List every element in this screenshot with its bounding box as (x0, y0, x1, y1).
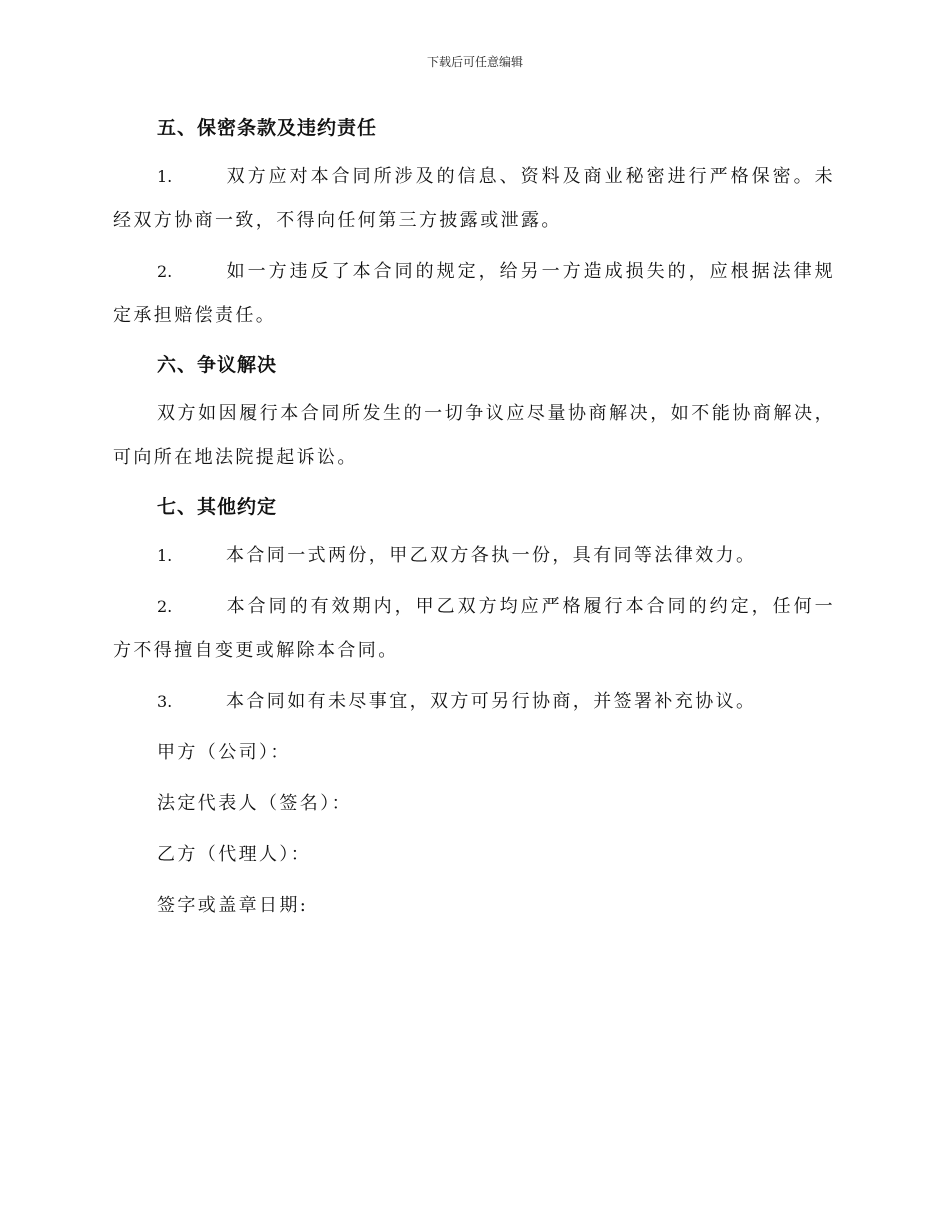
dispute-paragraph: 双方如因履行本合同所发生的一切争议应尽量协商解决，如不能协商解决，可向所在地法院提起诉讼。 (113, 403, 835, 468)
page-header: 下载后可任意编辑 (426, 55, 523, 69)
clause-item (113, 680, 835, 724)
clause-number: 2. (157, 597, 173, 616)
document-body (113, 108, 835, 935)
clause-number: 1. (157, 546, 173, 565)
section-heading-dispute: 六、争议解决 (157, 354, 278, 376)
clause-number: 2. (157, 262, 173, 281)
clause-text: 如一方违反了本合同的规定，给另一方造成损失的，应根据法律规定承担赔偿责任。 (113, 261, 835, 326)
section-heading-other: 七、其他约定 (157, 496, 278, 518)
signature-date: 签字或盖章日期: (157, 895, 309, 916)
signature-party-b: 乙方（代理人）： (157, 844, 312, 865)
clause-item (113, 250, 835, 338)
clause-item (113, 534, 835, 578)
clause-text: 本合同一式两份，甲乙双方各执一份，具有同等法律效力。 (226, 545, 757, 566)
clause-item (113, 585, 835, 673)
signature-party-a: 甲方（公司）： (157, 742, 291, 763)
clause-text: 双方应对本合同所涉及的信息、资料及商业秘密进行严格保密。未经双方协商一致，不得向任何第三方披露或泄露。 (113, 166, 835, 231)
section-heading-confidentiality: 五、保密条款及违约责任 (157, 117, 378, 139)
clause-item (113, 155, 835, 243)
clause-number: 1. (157, 167, 173, 186)
clause-text: 本合同如有未尽事宜，双方可另行协商，并签署补充协议。 (226, 691, 757, 712)
clause-text: 本合同的有效期内，甲乙双方均应严格履行本合同的约定，任何一方不得擅自变更或解除本合同。 (113, 596, 835, 661)
clause-number: 3. (157, 692, 173, 711)
signature-legal-rep: 法定代表人（签名）： (157, 793, 352, 814)
